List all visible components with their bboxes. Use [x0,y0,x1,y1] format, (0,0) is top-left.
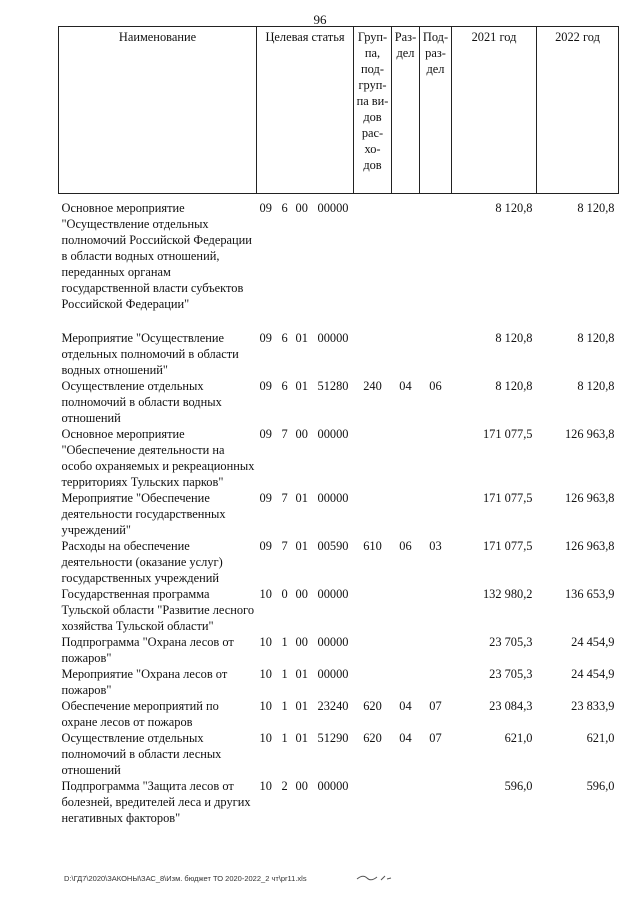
target-code-part: 01 [295,379,308,393]
target-code-part: 51280 [317,379,349,393]
row-name: Основное мероприятие "Обеспечение деятельности на особо охраняемых и рекреационных территориях Тульских парков" [61,427,255,489]
row-name: Осуществление отдельных полномочий в области водных отношений [61,379,222,425]
row-razdel [392,634,420,666]
row-name: Подпрограмма "Защита лесов от болезней, вредителей леса и других негативных факторов" [61,779,251,825]
row-expense-group [354,194,392,313]
target-code-part: 00000 [317,491,349,505]
scribble-mark [355,870,395,884]
target-code-part: 00590 [317,539,349,553]
row-razdel [392,426,420,490]
target-code-part: 09 [259,427,272,441]
table-row [59,378,619,426]
row-target-article [257,538,354,586]
row-expense-group [354,426,392,490]
row-amount-2022: 126 963,8 [564,491,615,505]
row-amount-2022: 8 120,8 [577,201,615,215]
row-expense-group: 610 [363,539,382,553]
file-path-footer: D:\ГД7\2020\ЗАКОНЫ\ЗАС_8\Изм. бюджет ТО 2020-2022_2 чт\pr11.xls [64,874,307,883]
target-code-part: 00000 [317,667,349,681]
target-code-part: 09 [259,539,272,553]
row-target-article [257,666,354,698]
table-row [59,666,619,698]
row-amount-2021: 23 705,3 [489,667,533,681]
target-code-part: 1 [281,635,288,649]
header-year-2022: 2022 год [537,27,619,194]
row-target-article [257,778,354,826]
row-razdel [392,666,420,698]
row-razdel: 04 [399,699,412,713]
row-razdel [392,778,420,826]
row-razdel [392,586,420,634]
row-target-article [257,378,354,426]
table-row [59,490,619,538]
row-name: Основное мероприятие "Осуществление отдельных полномочий Российской Федерации в области водных отношений, переданных органам государственной власти субъектов Российской Федерации" [61,201,252,311]
target-code-part: 0 [281,587,288,601]
target-code-part: 01 [295,731,308,745]
target-code-part: 6 [281,379,288,393]
target-code-part: 51290 [317,731,349,745]
target-code-part: 7 [281,491,288,505]
row-name: Осуществление отдельных полномочий в области лесных отношений [61,731,222,777]
table-row [59,538,619,586]
row-expense-group: 620 [363,699,382,713]
row-expense-group [354,312,392,378]
table-body [59,194,619,827]
row-expense-group [354,490,392,538]
row-name: Подпрограмма "Охрана лесов от пожаров" [61,635,234,665]
target-code-part: 01 [295,539,308,553]
row-expense-group: 240 [363,379,382,393]
target-code-part: 09 [259,491,272,505]
row-podrazdel [420,312,452,378]
target-code-part: 00000 [317,201,349,215]
row-razdel [392,490,420,538]
row-razdel [392,312,420,378]
table-header-row [59,27,619,194]
row-amount-2021: 8 120,8 [495,201,533,215]
header-podrazdel: Под-раз-дел [420,27,452,194]
target-code-part: 10 [259,779,272,793]
row-amount-2022: 8 120,8 [577,331,615,345]
row-podrazdel [420,426,452,490]
row-target-article [257,586,354,634]
target-code-part: 6 [281,331,288,345]
row-amount-2022: 621,0 [586,731,615,745]
table-row [59,586,619,634]
row-name: Мероприятие "Осуществление отдельных полномочий в области водных отношений" [61,331,239,377]
target-code-part: 00 [295,587,308,601]
table-row [59,194,619,313]
row-target-article [257,634,354,666]
row-razdel: 04 [399,379,412,393]
row-amount-2022: 24 454,9 [571,635,615,649]
row-razdel [392,194,420,313]
table-row [59,312,619,378]
header-razdel: Раз-дел [392,27,420,194]
row-podrazdel: 03 [429,539,442,553]
row-amount-2022: 23 833,9 [571,699,615,713]
row-amount-2021: 171 077,5 [482,491,533,505]
target-code-part: 09 [259,331,272,345]
row-name: Расходы на обеспечение деятельности (оказание услуг) государственных учреждений [61,539,223,585]
target-code-part: 1 [281,667,288,681]
row-podrazdel [420,634,452,666]
target-code-part: 00000 [317,779,349,793]
target-code-part: 10 [259,587,272,601]
target-code-part: 10 [259,731,272,745]
row-name: Мероприятие "Охрана лесов от пожаров" [61,667,228,697]
table-row [59,730,619,778]
row-amount-2021: 171 077,5 [482,539,533,553]
row-podrazdel: 07 [429,731,442,745]
row-expense-group [354,634,392,666]
target-code-part: 00000 [317,427,349,441]
row-expense-group: 620 [363,731,382,745]
row-razdel: 04 [399,731,412,745]
header-name: Наименование [59,27,257,194]
row-podrazdel [420,666,452,698]
row-amount-2021: 596,0 [504,779,533,793]
row-amount-2022: 136 653,9 [564,587,615,601]
target-code-part: 00000 [317,331,349,345]
target-code-part: 6 [281,201,288,215]
target-code-part: 7 [281,539,288,553]
row-name: Мероприятие "Обеспечение деятельности государственных учреждений" [61,491,226,537]
row-target-article [257,730,354,778]
row-name: Обеспечение мероприятий по охране лесов от пожаров [61,699,219,729]
row-name: Государственная программа Тульской области "Развитие лесного хозяйства Тульской области" [61,587,255,633]
row-amount-2021: 8 120,8 [495,331,533,345]
row-podrazdel: 06 [429,379,442,393]
target-code-part: 10 [259,667,272,681]
target-code-part: 00000 [317,635,349,649]
table-row [59,698,619,730]
target-code-part: 1 [281,731,288,745]
budget-table [58,26,619,826]
target-code-part: 00 [295,635,308,649]
row-expense-group [354,666,392,698]
row-podrazdel [420,586,452,634]
target-code-part: 00 [295,779,308,793]
target-code-part: 01 [295,331,308,345]
row-expense-group [354,586,392,634]
row-amount-2021: 23 705,3 [489,635,533,649]
target-code-part: 7 [281,427,288,441]
row-amount-2022: 24 454,9 [571,667,615,681]
row-podrazdel [420,194,452,313]
target-code-part: 23240 [317,699,349,713]
row-amount-2021: 23 084,3 [489,699,533,713]
table-row [59,634,619,666]
target-code-part: 09 [259,201,272,215]
target-code-part: 00 [295,427,308,441]
target-code-part: 00000 [317,587,349,601]
target-code-part: 01 [295,491,308,505]
row-amount-2021: 132 980,2 [482,587,533,601]
row-target-article [257,194,354,313]
table-row [59,426,619,490]
row-razdel: 06 [399,539,412,553]
target-code-part: 1 [281,699,288,713]
row-target-article [257,426,354,490]
row-amount-2021: 171 077,5 [482,427,533,441]
row-podrazdel [420,490,452,538]
header-expense-group: Груп-па, под-груп-па ви-дов рас-хо-дов [354,27,392,194]
target-code-part: 10 [259,635,272,649]
row-amount-2022: 126 963,8 [564,539,615,553]
row-amount-2022: 596,0 [586,779,615,793]
target-code-part: 2 [281,779,288,793]
target-code-part: 10 [259,699,272,713]
target-code-part: 01 [295,667,308,681]
row-amount-2022: 126 963,8 [564,427,615,441]
row-podrazdel [420,778,452,826]
target-code-part: 00 [295,201,308,215]
row-target-article [257,698,354,730]
target-code-part: 01 [295,699,308,713]
table-row [59,778,619,826]
row-target-article [257,490,354,538]
target-code-part: 09 [259,379,272,393]
row-amount-2021: 8 120,8 [495,379,533,393]
header-year-2021: 2021 год [452,27,537,194]
row-amount-2021: 621,0 [504,731,533,745]
page-number: 96 [313,12,327,27]
row-target-article [257,312,354,378]
row-expense-group [354,778,392,826]
row-amount-2022: 8 120,8 [577,379,615,393]
header-target-article: Целевая статья [257,27,354,194]
row-podrazdel: 07 [429,699,442,713]
